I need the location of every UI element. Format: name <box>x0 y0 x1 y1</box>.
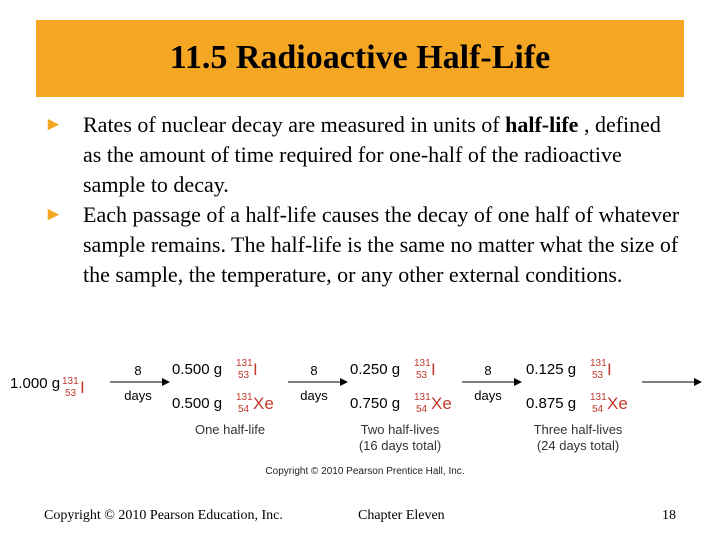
atomic-number: 54 <box>416 404 428 415</box>
element-symbol: Xe <box>253 394 274 413</box>
mass-number: 131 <box>590 358 607 369</box>
mass-number: 131 <box>236 392 253 403</box>
stage-3 <box>526 358 628 453</box>
arrow-label-top: 8 <box>310 363 318 378</box>
stage-caption: One half-life <box>194 422 266 437</box>
arrow-4 <box>642 378 702 386</box>
mass-number: 131 <box>414 358 431 369</box>
stage-2 <box>350 358 452 453</box>
iodine-mass: 0.250 g <box>350 361 401 378</box>
slide-title: 11.5 Radioactive Half-Life <box>169 39 551 76</box>
xenon-mass: 0.875 g <box>526 395 577 412</box>
bullet-list <box>44 110 684 290</box>
element-symbol: Xe <box>431 394 452 413</box>
atomic-number: 54 <box>592 404 604 415</box>
element-symbol: I <box>431 360 436 379</box>
stage-caption: Three half-lives <box>533 422 623 437</box>
arrow-1 <box>110 363 170 403</box>
triangle-bullet-icon: ► <box>44 114 63 135</box>
footer-copyright: Copyright © 2010 Pearson Education, Inc. <box>44 508 283 523</box>
arrow-label-top: 8 <box>134 363 142 378</box>
start-mass: 1.000 g <box>10 375 61 392</box>
atomic-number: 54 <box>238 404 250 415</box>
page-number: 18 <box>662 508 676 523</box>
iodine-mass: 0.125 g <box>526 361 577 378</box>
stage-caption: Two half-lives <box>360 422 440 437</box>
arrow-label-top: 8 <box>484 363 492 378</box>
triangle-bullet-icon: ► <box>44 204 63 225</box>
arrow-3 <box>462 363 522 403</box>
bullet-text: , defined as the amount of time required for one-half of the radioactive sample to decay. <box>83 112 661 197</box>
figure-copyright: Copyright © 2010 Pearson Prentice Hall, Inc. <box>265 466 465 477</box>
mass-number: 131 <box>62 376 79 387</box>
arrow-label-bottom: days <box>474 388 502 403</box>
decay-diagram <box>10 352 710 482</box>
start-nuclide <box>62 376 85 399</box>
element-symbol: I <box>253 360 258 379</box>
xenon-mass: 0.750 g <box>350 395 401 412</box>
stage-caption-total: (16 days total) <box>358 438 442 453</box>
title-bar <box>36 20 684 97</box>
atomic-number: 53 <box>592 370 604 381</box>
bullet-bold-term: half-life <box>505 112 579 137</box>
element-symbol: Xe <box>607 394 628 413</box>
mass-number: 131 <box>236 358 253 369</box>
mass-number: 131 <box>414 392 431 403</box>
atomic-number: 53 <box>416 370 428 381</box>
element-symbol: I <box>80 378 85 397</box>
half-life-figure <box>10 352 710 482</box>
stage-1 <box>172 358 274 437</box>
bullet-text: Rates of nuclear decay are measured in units of <box>83 112 506 137</box>
atomic-number: 53 <box>65 388 77 399</box>
mass-number: 131 <box>590 392 607 403</box>
bullet-text: Each passage of a half-life causes the decay of one half of whatever sample remains. The half-life is the same no matter what the size of the sample, the temperature, or any other external conditions. <box>83 202 680 287</box>
atomic-number: 53 <box>238 370 250 381</box>
arrow-label-bottom: days <box>300 388 328 403</box>
arrow-2 <box>288 363 348 403</box>
xenon-mass: 0.500 g <box>172 395 223 412</box>
bullet-item <box>44 110 684 200</box>
iodine-mass: 0.500 g <box>172 361 223 378</box>
arrow-label-bottom: days <box>124 388 152 403</box>
bullet-item <box>44 200 684 290</box>
footer-chapter: Chapter Eleven <box>358 508 445 523</box>
element-symbol: I <box>607 360 612 379</box>
stage-caption-total: (24 days total) <box>536 438 620 453</box>
